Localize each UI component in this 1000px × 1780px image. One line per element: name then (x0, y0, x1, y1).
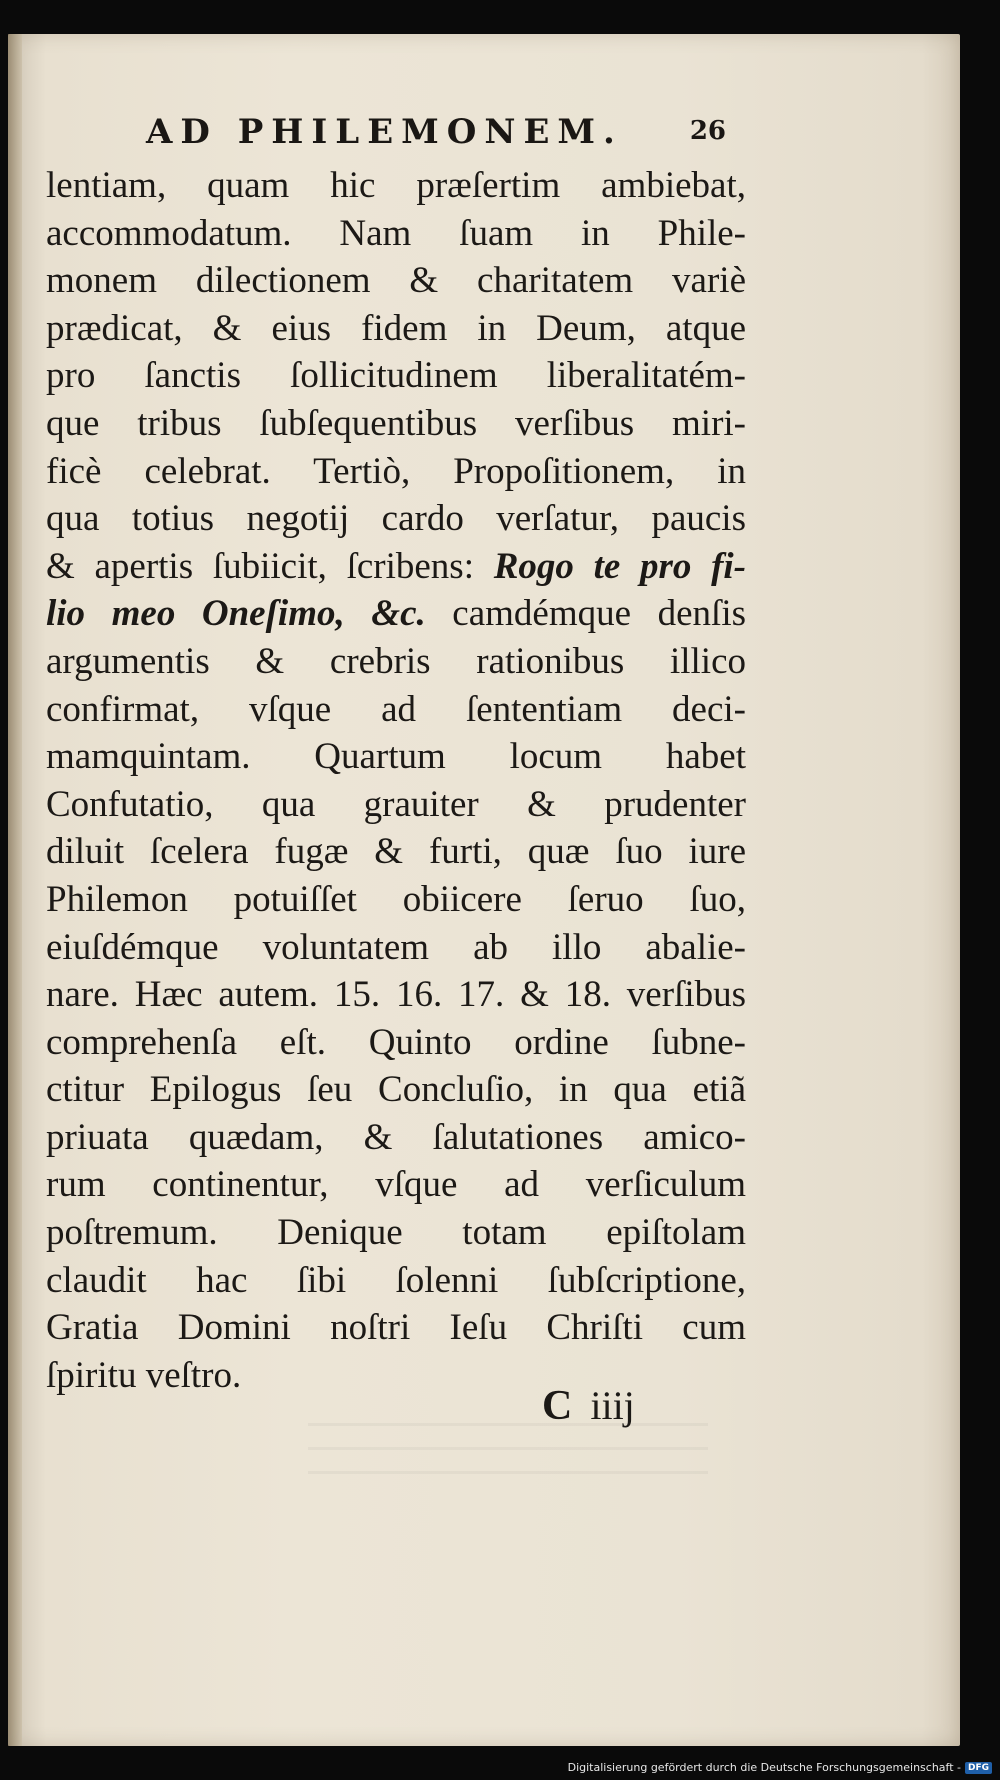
text-line: qua totius negotij cardo verſatur, paucis (46, 498, 746, 540)
signature-mark (542, 1382, 635, 1430)
text-line: ficè celebrat. Tertiò, Propoſitionem, in (46, 450, 746, 492)
text-line: claudit hac ſibi ſolenni ſubſcriptione, (46, 1259, 746, 1301)
text-line: prædicat, & eius fidem in Deum, atque (46, 307, 746, 349)
digitization-credit (568, 1761, 992, 1774)
page-gutter-shadow (8, 34, 22, 1746)
text-run: camdémque denſis (425, 593, 746, 635)
text-line: poſtremum. Denique totam epiſtolam (46, 1212, 746, 1254)
signature-letter: C (542, 1383, 573, 1429)
body-text (46, 162, 746, 1399)
signature-numeral: iiij (590, 1383, 635, 1428)
italic-quote: lio meo Oneſimo, (46, 593, 372, 635)
text-line: que tribus ſubſequentibus verſibus miri- (46, 402, 746, 444)
running-head (146, 112, 726, 162)
dfg-logo: DFG (965, 1762, 992, 1774)
text-line: argumentis & crebris rationibus illico (46, 640, 746, 682)
text-line: rum continentur, vſque ad verſiculum (46, 1164, 746, 1206)
text-line: diluit ſcelera fugæ & furti, quæ ſuo iure (46, 831, 746, 873)
text-line: lentiam, quam hic præſertim ambiebat, (46, 165, 746, 206)
text-line: pro ſanctis ſollicitudinem liberalitatém- (46, 355, 746, 397)
text-line-with-italic (46, 543, 746, 591)
text-line: nare. Hæc autem. 15. 16. 17. & 18. verſibus (46, 974, 746, 1016)
text-line: Confutatio, qua grauiter & prudenter (46, 783, 746, 825)
text-run: & apertis ſubiicit, ſcribens: (46, 545, 494, 587)
text-line-final: ſpiritu veſtro. (46, 1354, 242, 1396)
text-line: priuata quædam, & ſalutationes amico- (46, 1116, 746, 1158)
italic-quote: Rogo te pro fi- (493, 545, 746, 587)
page-number: 26 (689, 116, 726, 146)
text-line: mamquintam. Quartum locum habet (46, 736, 746, 778)
text-line: accommodatum. Nam ſuam in Phile- (46, 212, 746, 254)
text-line: Gratia Domini noſtri Ieſu Chriſti cum (46, 1307, 746, 1349)
credit-text: Digitalisierung gefördert durch die Deutsche Forschungsgemeinschaft - (567, 1761, 961, 1774)
text-line: ctitur Epilogus ſeu Concluſio, in qua etiã (46, 1069, 746, 1111)
ink-show-through (308, 1404, 708, 1474)
book-page (8, 34, 960, 1746)
text-line-with-italic (46, 590, 746, 638)
italic-etc: &c. (371, 593, 426, 635)
text-line: confirmat, vſque ad ſententiam deci- (46, 688, 746, 730)
text-line: Philemon potuiſſet obiicere ſeruo ſuo, (46, 878, 746, 920)
text-line: monem dilectionem & charitatem variè (46, 260, 746, 302)
text-line: comprehenſa eſt. Quinto ordine ſubne- (46, 1021, 746, 1063)
running-head-title: AD PHILEMONEM. (146, 112, 623, 152)
text-line: eiuſdémque voluntatem ab illo abalie- (46, 926, 746, 968)
